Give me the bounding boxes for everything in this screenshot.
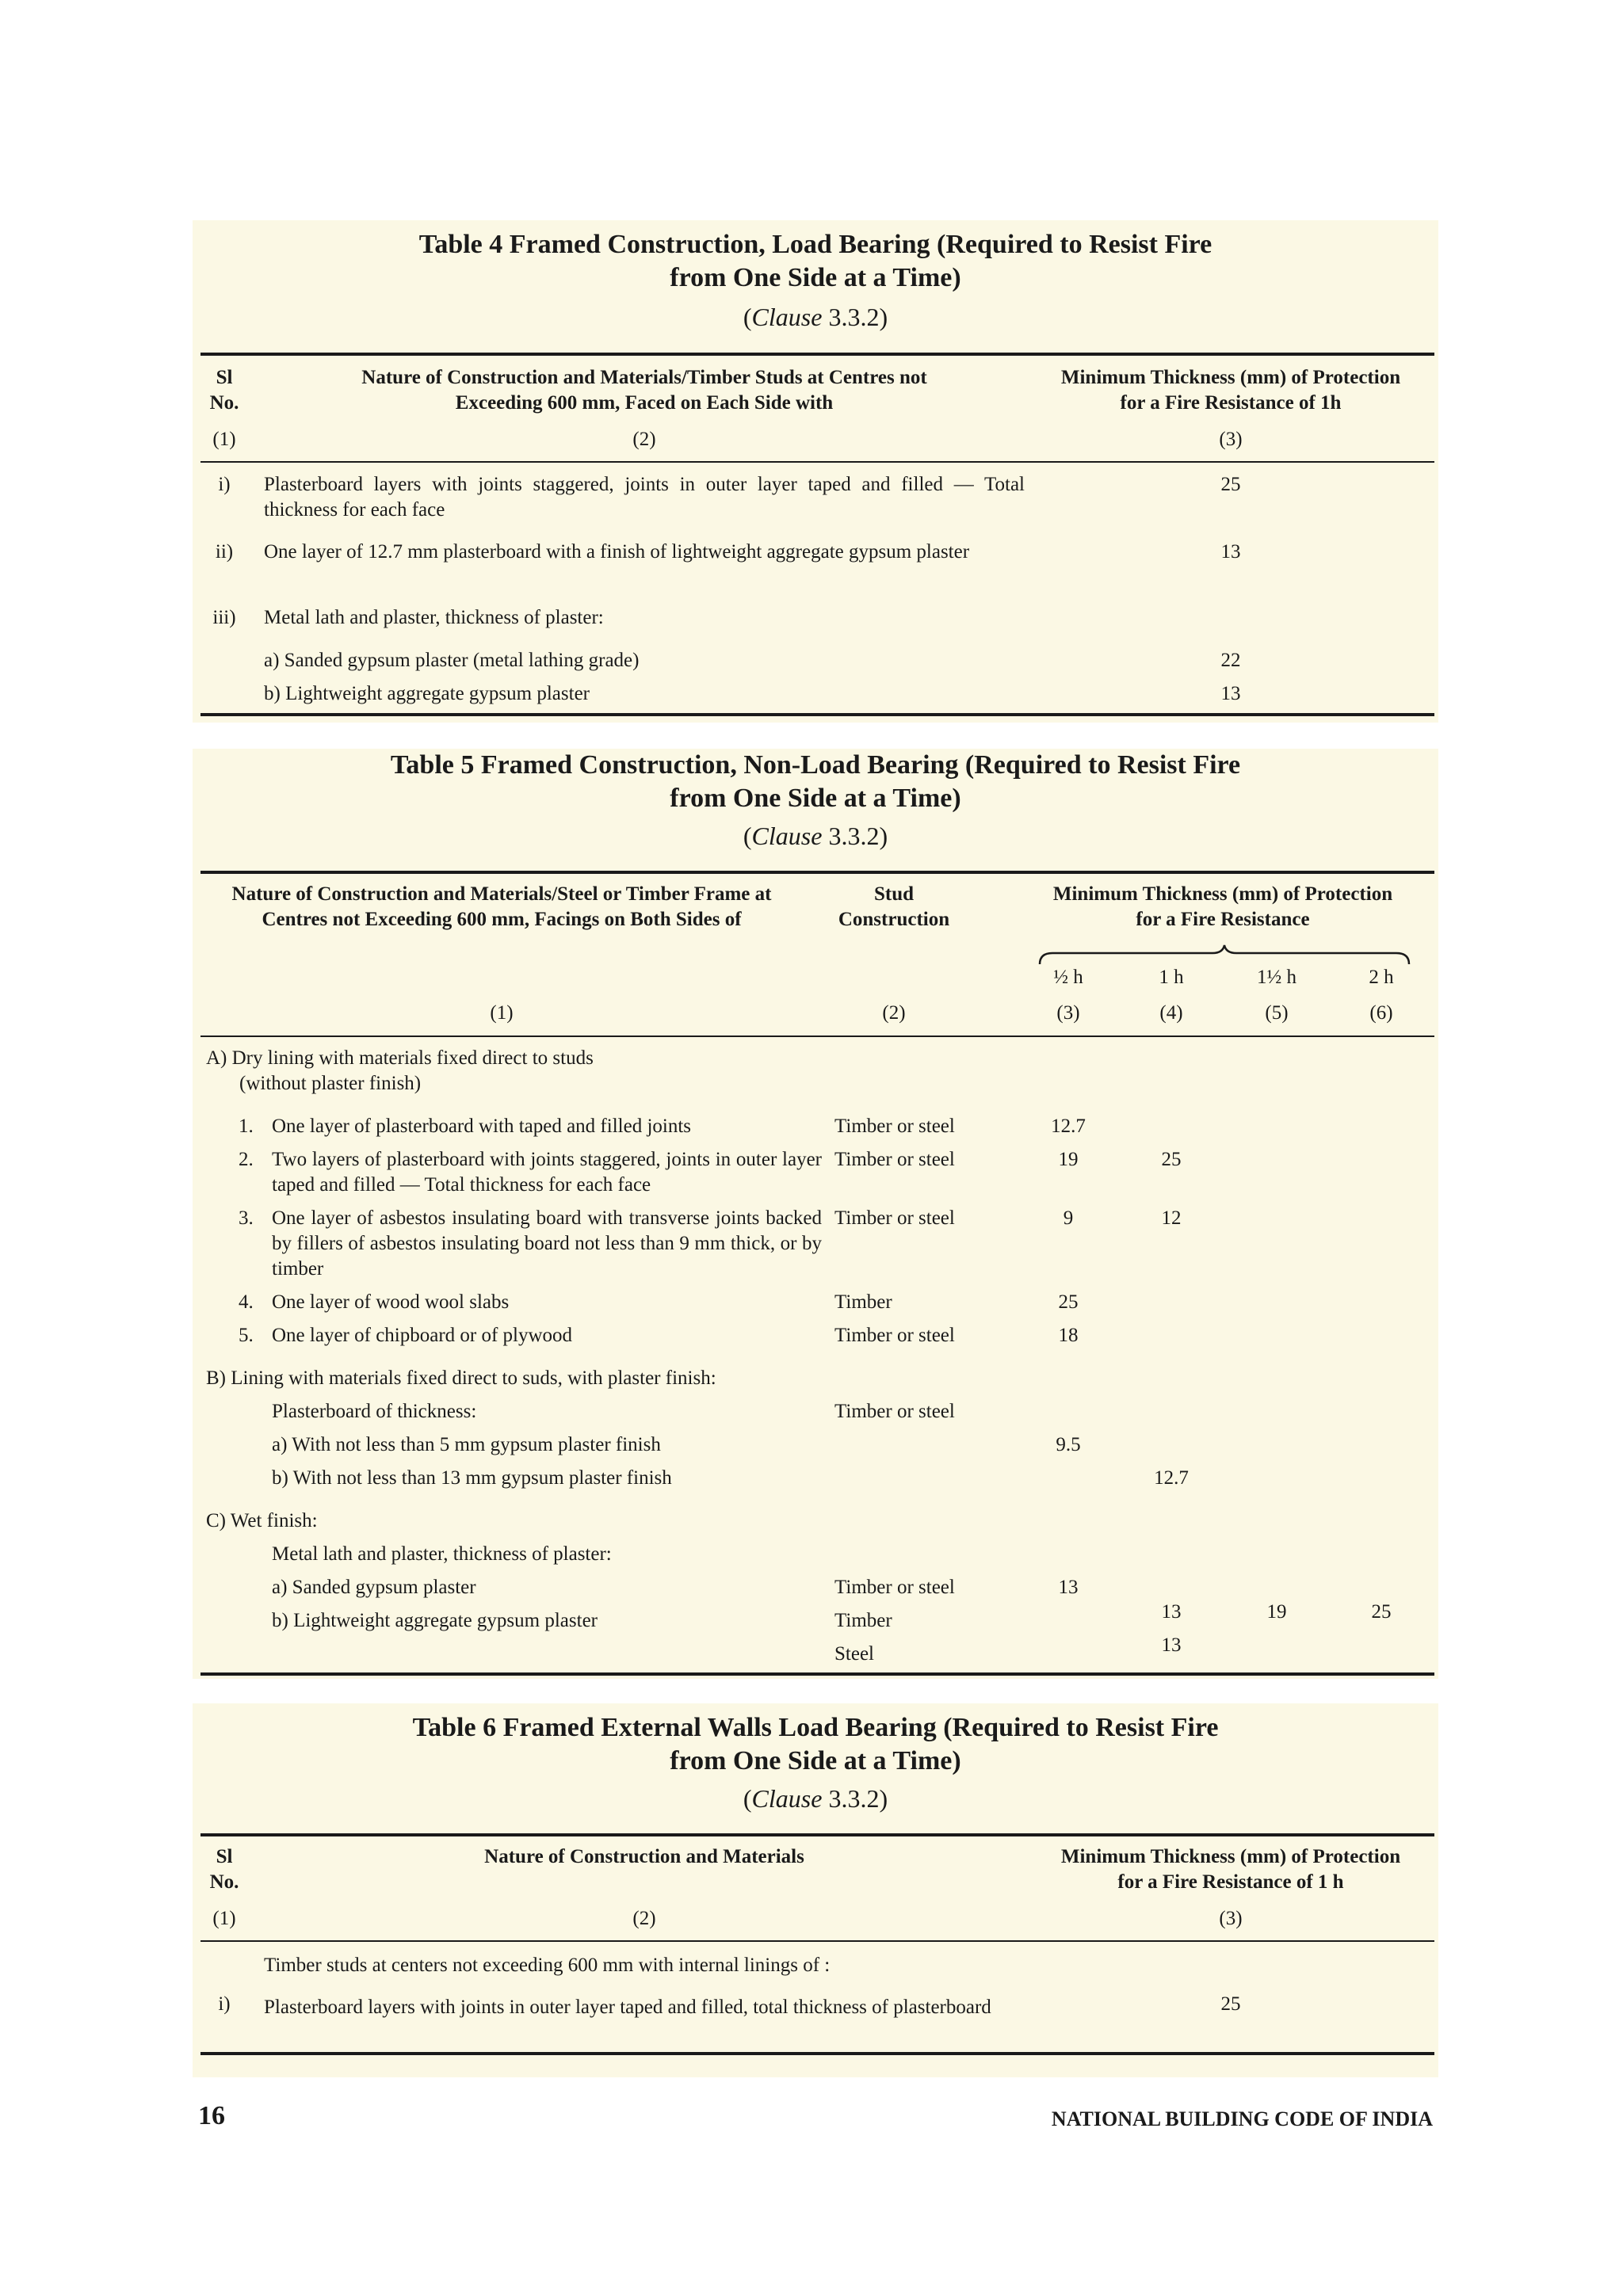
row-value-half-hour: 19 (1058, 1149, 1079, 1170)
row-stud: Timber (834, 1291, 892, 1313)
fire-rating-1-hour: 1 h (1159, 967, 1184, 988)
sl-header: Sl No. (209, 367, 239, 414)
table-bottom-rule (200, 1672, 1434, 1676)
row-text: One layer of wood wool slabs (272, 1291, 510, 1313)
min-thickness-header: Minimum Thickness (mm) of Protection for a Fire Resistance (1052, 883, 1393, 930)
section-b-intro: Plasterboard of thickness: (272, 1401, 477, 1422)
nature-header: Nature of Construction and Materials/Timber Studs at Centres not Exceeding 600 mm, Faced on Each Side with (361, 367, 927, 414)
row-value-half-hour: 13 (1058, 1577, 1079, 1598)
row-value: 22 (1220, 650, 1241, 671)
row-number: 4. (239, 1291, 254, 1313)
row-text: One layer of chipboard or of plywood (272, 1325, 573, 1346)
row-value-half-hour: 25 (1058, 1291, 1079, 1313)
col-number-1: (1) (212, 429, 236, 450)
publication-title: NATIONAL BUILDING CODE OF INDIA (1051, 2107, 1433, 2130)
fire-rating-half-hour: ½ h (1053, 967, 1083, 988)
page-number: 16 (198, 2101, 225, 2130)
table-title-line1: Table 6 Framed External Walls Load Bearing (Required to Resist Fire (412, 1713, 1219, 1742)
clause-reference: (Clause 3.3.2) (743, 822, 888, 850)
row-text: Plasterboard layers with joints in outer layer taped and filled, total thickness of plasterboard (264, 1997, 991, 2018)
stud-header: Stud Construction (838, 883, 950, 930)
header-bottom-rule (200, 1035, 1434, 1037)
row-value-1-hour: 12 (1161, 1207, 1182, 1229)
row-text: One layer of asbestos insulating board with transverse joints backed by fillers of asbestos insulating board not less than 9 mm thick, or by timber (272, 1207, 822, 1280)
min-thickness-header: Minimum Thickness (mm) of Protection for a Fire Resistance of 1 h (1060, 1846, 1401, 1893)
row-value-half-hour: 9.5 (1056, 1434, 1081, 1455)
row-stud: Timber or steel (834, 1149, 955, 1170)
col-number-6: (6) (1369, 1002, 1393, 1024)
row-value: 13 (1220, 541, 1241, 563)
row-value: 25 (1220, 474, 1241, 495)
clause-word: Clause (751, 822, 823, 850)
clause-number: 3.3.2) (822, 303, 888, 331)
row-text: Metal lath and plaster, thickness of plaster: (264, 607, 604, 628)
fire-rating-2-hour: 2 h (1369, 967, 1394, 988)
row-value-1-half-hour: 19 (1266, 1601, 1287, 1623)
row-stud: Timber or steel (834, 1207, 955, 1229)
clause-reference: (Clause 3.3.2) (743, 1784, 888, 1813)
clause-number: 3.3.2) (822, 1784, 888, 1813)
row-value-1-hour: 13 (1161, 1634, 1182, 1656)
col-number-1: (1) (212, 1908, 236, 1929)
row-value-half-hour: 12.7 (1051, 1116, 1086, 1137)
col-number-3: (3) (1056, 1002, 1080, 1024)
row-stud: Timber (834, 1610, 892, 1631)
table-title-line2: from One Side at a Time) (670, 263, 961, 292)
row-value-1-hour: 13 (1161, 1601, 1182, 1623)
table-4 (193, 220, 1438, 723)
table-title-line1: Table 4 Framed Construction, Load Bearing (Required to Resist Fire (418, 230, 1212, 259)
row-sl: iii) (212, 607, 236, 628)
clause-word: Clause (751, 303, 823, 331)
table-bottom-rule (200, 713, 1434, 716)
row-text: a) Sanded gypsum plaster (metal lathing grade) (264, 650, 640, 671)
section-a-heading: A) Dry lining with materials fixed direct to studs (206, 1047, 594, 1069)
table-6 (193, 1703, 1438, 2077)
row-stud: Timber or steel (834, 1577, 955, 1598)
table-title-line2: from One Side at a Time) (670, 1746, 961, 1775)
clause-reference: (Clause 3.3.2) (743, 303, 888, 331)
row-stud: Timber or steel (834, 1325, 955, 1346)
col-number-3: (3) (1219, 429, 1243, 450)
col-number-2: (2) (882, 1002, 906, 1024)
row-value-1-hour: 25 (1161, 1149, 1182, 1170)
row-number: 3. (239, 1207, 254, 1229)
col-number-5: (5) (1265, 1002, 1289, 1024)
clause-word: Clause (751, 1784, 823, 1813)
row-text: b) Lightweight aggregate gypsum plaster (272, 1610, 598, 1631)
fire-rating-1-half-hour: 1½ h (1257, 967, 1296, 988)
sl-header: Sl No. (209, 1846, 239, 1893)
row-text: b) Lightweight aggregate gypsum plaster (264, 683, 590, 704)
row-number: 5. (239, 1325, 254, 1346)
table-bottom-rule (200, 2052, 1434, 2055)
intro-text: Timber studs at centers not exceeding 600 mm with internal linings of : (264, 1955, 831, 1976)
row-text: Two layers of plasterboard with joints staggered, joints in outer layer taped and filled — Total thickness for each face (272, 1149, 822, 1196)
section-c-intro: Metal lath and plaster, thickness of plaster: (272, 1543, 612, 1565)
row-text: b) With not less than 13 mm gypsum plaster finish (272, 1467, 672, 1489)
row-value-2-hour: 25 (1371, 1601, 1392, 1623)
header-top-rule (200, 871, 1434, 874)
col-number-2: (2) (632, 429, 656, 450)
header-bottom-rule (200, 1940, 1434, 1942)
table-5 (193, 749, 1438, 1679)
row-value-half-hour: 9 (1063, 1207, 1074, 1229)
header-bottom-rule (200, 461, 1434, 463)
nature-header: Nature of Construction and Materials (484, 1846, 804, 1867)
row-text: Plasterboard layers with joints staggered, joints in outer layer taped and filled — Total thickness for each face (264, 474, 1025, 521)
col-number-1: (1) (490, 1002, 514, 1024)
row-text: One layer of plasterboard with taped and filled joints (272, 1116, 692, 1137)
row-text: a) Sanded gypsum plaster (272, 1577, 476, 1598)
nature-header: Nature of Construction and Materials/Steel or Timber Frame at Centres not Exceeding 600 mm, Facings on Both Sides of (231, 883, 772, 930)
section-c-heading: C) Wet finish: (206, 1510, 318, 1531)
row-sl: i) (218, 474, 231, 495)
clause-number: 3.3.2) (822, 822, 888, 850)
table-title-line2: from One Side at a Time) (670, 784, 961, 813)
header-brace (1038, 944, 1411, 967)
header-top-rule (200, 353, 1434, 356)
row-stud: Steel (834, 1643, 874, 1665)
row-value-half-hour: 18 (1058, 1325, 1079, 1346)
row-sl: ii) (215, 541, 234, 563)
row-number: 1. (239, 1116, 254, 1137)
row-value-1-hour: 12.7 (1154, 1467, 1189, 1489)
row-text: a) With not less than 5 mm gypsum plaster finish (272, 1434, 661, 1455)
col-number-3: (3) (1219, 1908, 1243, 1929)
row-sl: i) (218, 1993, 231, 2015)
row-value: 25 (1220, 1993, 1241, 2015)
col-number-2: (2) (632, 1908, 656, 1929)
header-top-rule (200, 1833, 1434, 1836)
col-number-4: (4) (1159, 1002, 1183, 1024)
section-b-heading: B) Lining with materials fixed direct to suds, with plaster finish: (206, 1367, 716, 1389)
section-a-subheading: (without plaster finish) (239, 1073, 422, 1094)
row-number: 2. (239, 1149, 254, 1170)
row-text: One layer of 12.7 mm plasterboard with a finish of lightweight aggregate gypsum plaster (264, 541, 970, 563)
row-stud: Timber or steel (834, 1401, 955, 1422)
table-title-line1: Table 5 Framed Construction, Non-Load Bearing (Required to Resist Fire (390, 750, 1241, 780)
row-value: 13 (1220, 683, 1241, 704)
min-thickness-header: Minimum Thickness (mm) of Protection for a Fire Resistance of 1h (1060, 367, 1401, 414)
row-stud: Timber or steel (834, 1116, 955, 1137)
